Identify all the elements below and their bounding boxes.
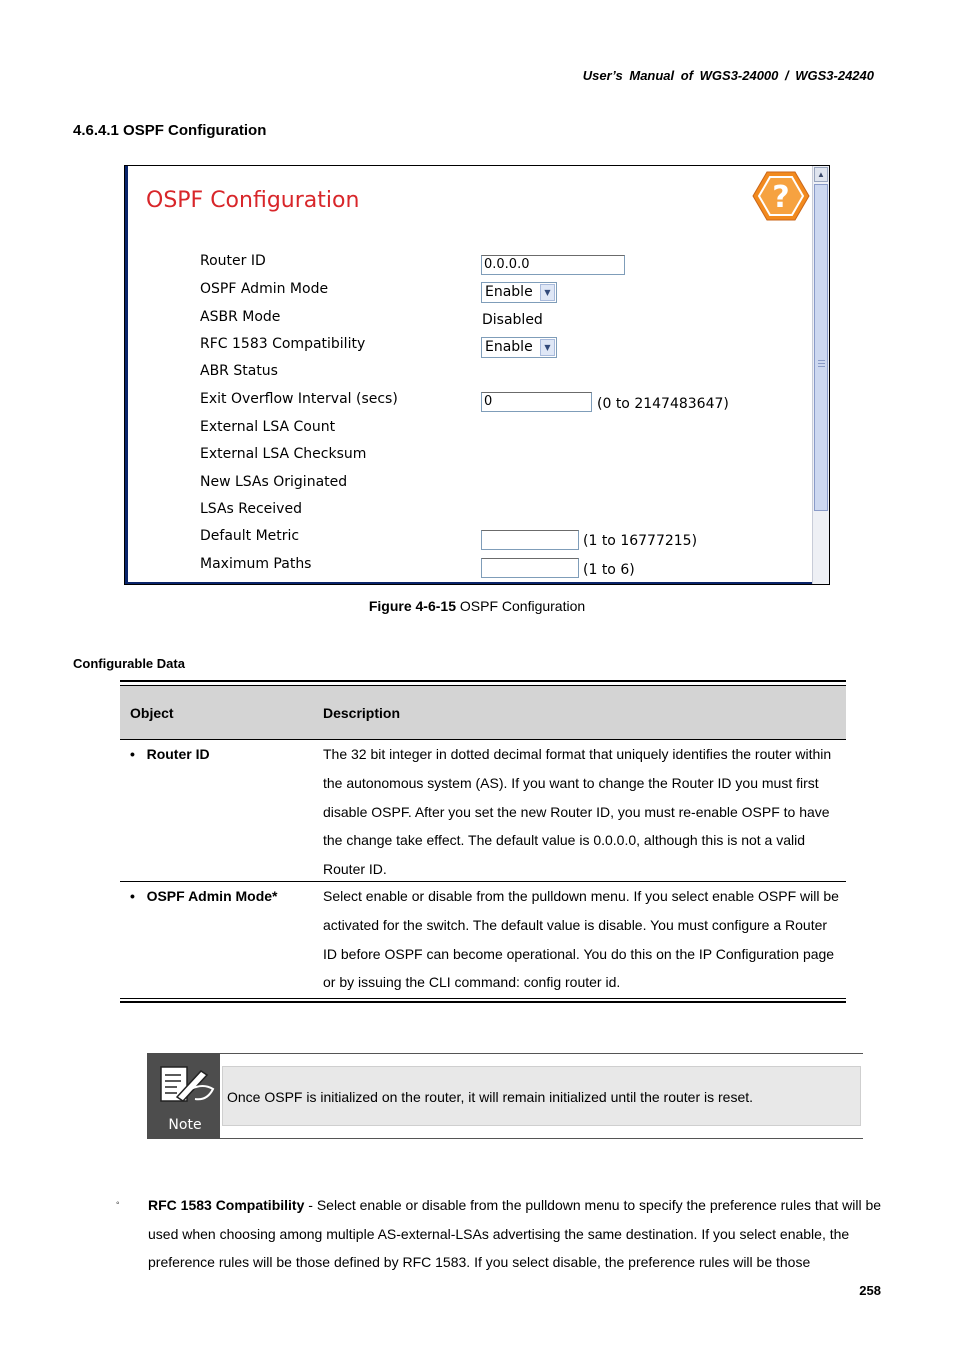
vertical-scrollbar[interactable]	[812, 166, 829, 584]
row-object: • Router ID	[130, 746, 210, 762]
note-icon	[147, 1053, 220, 1139]
page-number: 258	[859, 1283, 881, 1298]
maximum-paths-input[interactable]	[481, 558, 579, 578]
lsas-received-label: LSAs Received	[200, 501, 302, 517]
row-object: • OSPF Admin Mode*	[130, 888, 278, 904]
router-id-label: Router ID	[200, 253, 266, 269]
figure-caption	[0, 598, 954, 614]
help-icon[interactable]	[752, 170, 810, 222]
help-glyph: ?	[772, 180, 790, 215]
row-description: The 32 bit integer in dotted decimal format that uniquely identifies the router within the autonomous system (AS). If you want to change the Router ID you must first disable OSPF. After you set the new Router ID, you must re-enable OSPF to have the change take effect. The default value is 0.0.0.0, although this is not a valid Router ID.	[323, 746, 832, 878]
ospf-title: OSPF Configuration	[146, 188, 360, 213]
chevron-down-icon[interactable]: ▼	[540, 339, 555, 356]
exit-overflow-input[interactable]: 0	[481, 392, 592, 412]
scroll-up-button[interactable]: ▲	[814, 167, 828, 182]
paragraph-bullet: ◦	[116, 1198, 120, 1209]
exit-overflow-label: Exit Overflow Interval (secs)	[200, 391, 398, 407]
column-header-description: Description	[323, 705, 401, 721]
note-box	[147, 1053, 863, 1140]
table-row	[120, 882, 846, 998]
table-row	[120, 740, 846, 882]
frame-edge	[125, 166, 128, 584]
rfc1583-select[interactable]	[481, 337, 557, 358]
maximum-paths-hint: (1 to 6)	[583, 562, 635, 578]
figure-number: Figure 4-6-15	[368, 598, 456, 614]
asbr-mode-value: Disabled	[482, 312, 543, 328]
external-lsa-checksum-label: External LSA Checksum	[200, 446, 367, 462]
page-header: User’s Manual of WGS3-24000 / WGS3-24240	[582, 68, 874, 83]
default-metric-hint: (1 to 16777215)	[583, 533, 698, 549]
default-metric-label: Default Metric	[200, 528, 300, 544]
paragraph-term: RFC 1583 Compatibility	[148, 1197, 305, 1213]
exit-overflow-hint: (0 to 2147483647)	[597, 396, 729, 412]
row-description: Select enable or disable from the pulldown menu. If you select enable OSPF will be activated for the switch. The default value is disable. You must configure a Router ID before OSPF can become operational. You do this on the IP Configuration page or by issuing the CLI command: config router id.	[323, 888, 839, 991]
table-header	[120, 686, 846, 740]
router-id-input[interactable]: 0.0.0.0	[481, 255, 625, 275]
rfc1583-value: Enable	[485, 339, 533, 355]
note-icon-label: Note	[168, 1117, 202, 1133]
note-text: Once OSPF is initialized on the router, it will remain initialized until the router is reset.	[227, 1089, 754, 1105]
rfc1583-label: RFC 1583 Compatibility	[200, 336, 366, 352]
new-lsas-label: New LSAs Originated	[200, 474, 348, 490]
column-header-object: Object	[130, 705, 174, 721]
ospf-admin-mode-select[interactable]	[481, 282, 557, 303]
section-title: 4.6.4.1 OSPF Configuration	[73, 122, 267, 139]
abr-status-label: ABR Status	[200, 363, 278, 379]
default-metric-input[interactable]	[481, 530, 579, 550]
external-lsa-count-label: External LSA Count	[200, 419, 336, 435]
configurable-data-title: Configurable Data	[73, 656, 185, 671]
asbr-mode-label: ASBR Mode	[200, 309, 281, 325]
configurable-data-table	[120, 680, 846, 1003]
scroll-thumb[interactable]	[814, 184, 828, 511]
table-bottom-rule	[120, 1001, 846, 1003]
maximum-paths-label: Maximum Paths	[200, 556, 312, 572]
rfc1583-paragraph	[148, 1191, 888, 1277]
figure-title: OSPF Configuration	[455, 598, 586, 614]
ospf-admin-mode-value: Enable	[485, 284, 533, 300]
ospf-screenshot	[124, 165, 830, 585]
ospf-admin-mode-label: OSPF Admin Mode	[200, 281, 329, 297]
frame-edge	[125, 582, 829, 584]
paragraph-text: - Select enable or disable from the pulldown menu to specify the preference rules that will be used when choosing among multiple AS-external-LSAs advertising the same destination. If you select enable, the preference rules will be those defined by RFC 1583. If you select disable, the preference rules will be those	[148, 1197, 882, 1271]
chevron-down-icon[interactable]: ▼	[540, 284, 555, 301]
